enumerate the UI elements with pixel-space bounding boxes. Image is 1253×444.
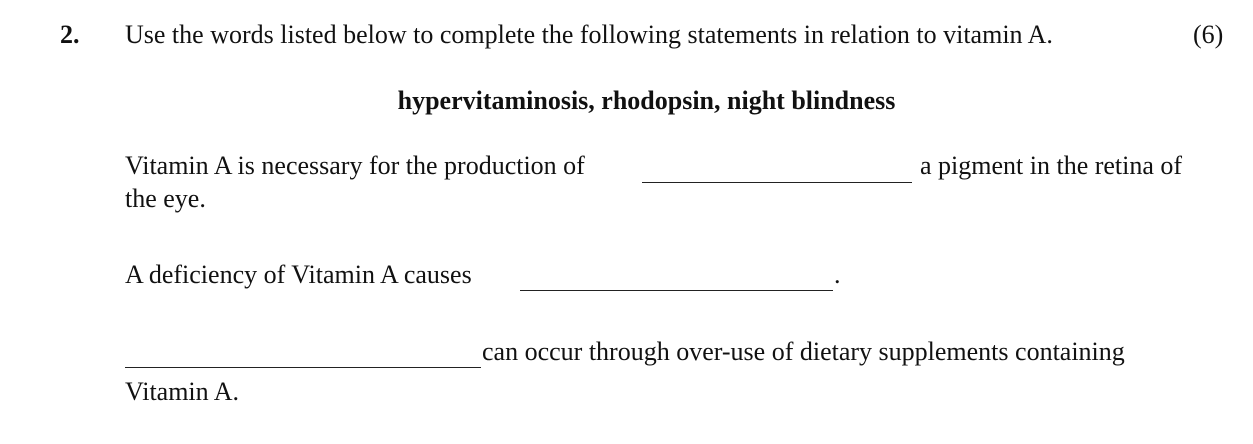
statement-1-continuation: the eye. (125, 184, 206, 213)
statement-3-blank[interactable] (125, 367, 481, 368)
statement-1-start: Vitamin A is necessary for the production of (125, 151, 585, 180)
word-bank: hypervitaminosis, rhodopsin, night blindness (397, 86, 896, 115)
statement-3-continuation: Vitamin A. (125, 377, 239, 406)
statement-2-blank[interactable] (520, 290, 833, 291)
statement-1-blank[interactable] (642, 182, 912, 183)
statement-2-end: . (834, 260, 841, 289)
question-prompt: Use the words listed below to complete the following statements in relation to vitamin A. (125, 20, 1053, 49)
question-number: 2. (60, 20, 80, 49)
statement-2-start: A deficiency of Vitamin A causes (125, 260, 472, 289)
question-marks: (6) (1193, 20, 1224, 49)
statement-1-end: a pigment in the retina of (920, 151, 1183, 180)
statement-3-end: can occur through over-use of dietary supplements containing (482, 337, 1125, 366)
